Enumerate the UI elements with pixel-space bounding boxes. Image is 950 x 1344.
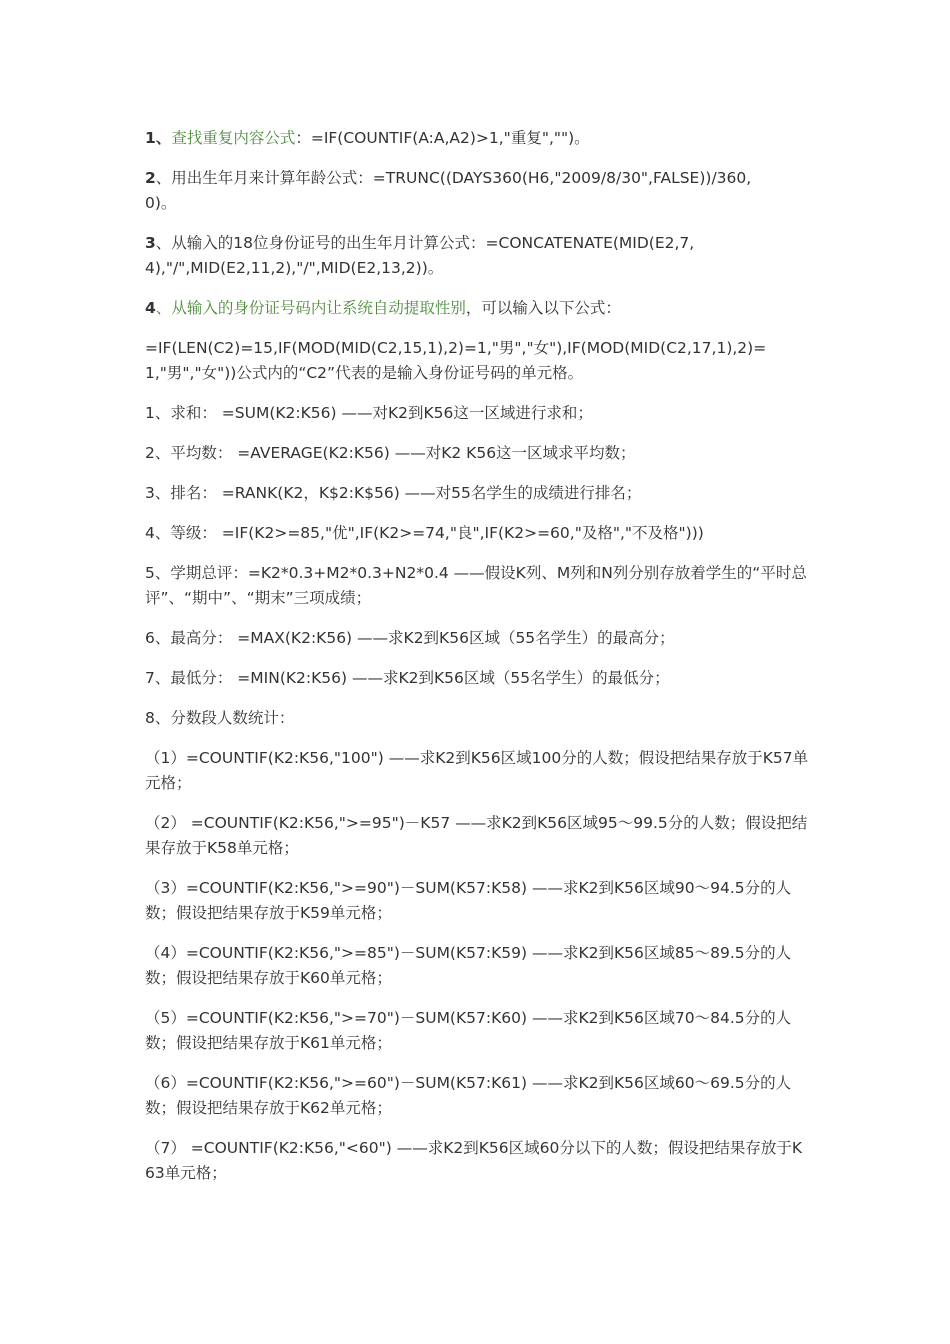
- score-range-5: （5）=COUNTIF(K2:K56,">=70")－SUM(K57:K60) ——求K2到K56区域70～84.5分的人数；假设把结果存放于K61单元格；: [145, 1009, 792, 1052]
- score-range-3: （3）=COUNTIF(K2:K56,">=90")－SUM(K57:K58) ——求K2到K56区域90～94.5分的人数；假设把结果存放于K59单元格；: [145, 879, 792, 922]
- max-formula: 6、最高分： =MAX(K2:K56) ——求K2到K56区域（55名学生）的最高分；: [145, 629, 675, 647]
- score-range-6: （6）=COUNTIF(K2:K56,">=60")－SUM(K57:K61) ——求K2到K56区域60～69.5分的人数；假设把结果存放于K62单元格；: [145, 1074, 792, 1117]
- item-formula-text: ，可以输入以下公式：: [465, 299, 621, 317]
- sum-formula: 1、求和： =SUM(K2:K56) ——对K2到K56这一区域进行求和；: [145, 404, 593, 422]
- rank-formula: 3、排名： =RANK(K2，K$2:K$56) ——对55名学生的成绩进行排名；: [145, 484, 642, 502]
- item-highlight-label: 查找重复内容公式: [171, 129, 296, 147]
- min-formula: 7、最低分： =MIN(K2:K56) ——求K2到K56区域（55名学生）的最低分；: [145, 669, 670, 687]
- item-number: 4: [145, 299, 156, 317]
- gender-formula: =IF(LEN(C2)=15,IF(MOD(MID(C2,15,1),2)=1,"男","女"),IF(MOD(MID(C2,17,1),2)=1,"男","女"))公式内的“C2”代表的是输入身份证号码的单元格。: [145, 339, 767, 382]
- score-range-7: （7） =COUNTIF(K2:K56,"<60") ——求K2到K56区域60分以下的人数；假设把结果存放于K63单元格；: [145, 1139, 803, 1182]
- item-formula-text: 、从输入的18位身份证号的出生年月计算公式：=CONCATENATE(MID(E2,7,4),"/",MID(E2,11,2),"/",MID(E2,13,2))。: [145, 234, 695, 277]
- item-number: 2: [145, 169, 156, 187]
- item-separator: 、: [155, 129, 172, 147]
- score-range-4: （4）=COUNTIF(K2:K56,">=85")－SUM(K57:K59) ——求K2到K56区域85～89.5分的人数；假设把结果存放于K60单元格；: [145, 944, 792, 987]
- score-range-1: （1）=COUNTIF(K2:K56,"100") ——求K2到K56区域100分的人数；假设把结果存放于K57单元格；: [145, 749, 809, 792]
- formula-item-2: [145, 166, 775, 216]
- item-formula-text: ：=IF(COUNTIF(A:A,A2)>1,"重复","")。: [295, 129, 590, 147]
- item-number: 1: [145, 129, 156, 147]
- item-highlight-label: 从输入的身份证号码内让系统自动提取性别: [171, 299, 466, 317]
- term-total-formula: 5、学期总评：=K2*0.3+M2*0.3+N2*0.4 ——假设K列、M列和N列分别存放着学生的“平时总评”、“期中”、“期末”三项成绩；: [145, 564, 807, 607]
- item-separator: 、: [155, 299, 172, 317]
- score-range-heading: 8、分数段人数统计：: [145, 709, 295, 727]
- item-number: 3: [145, 234, 156, 252]
- formula-item-3: [145, 231, 705, 281]
- item-formula-text: 、用出生年月来计算年龄公式：=TRUNC((DAYS360(H6,"2009/8/30",FALSE))/360,0)。: [145, 169, 752, 212]
- grade-formula: 4、等级： =IF(K2>=85,"优",IF(K2>=74,"良",IF(K2>=60,"及格","不及格"))): [145, 524, 704, 542]
- average-formula: 2、平均数： =AVERAGE(K2:K56) ——对K2 K56这一区域求平均数；: [145, 444, 636, 462]
- formula-item-1: [145, 126, 590, 151]
- score-range-2: （2） =COUNTIF(K2:K56,">=95")－K57 ——求K2到K56区域95～99.5分的人数；假设把结果存放于K58单元格；: [145, 814, 808, 857]
- formula-item-4: [145, 296, 621, 321]
